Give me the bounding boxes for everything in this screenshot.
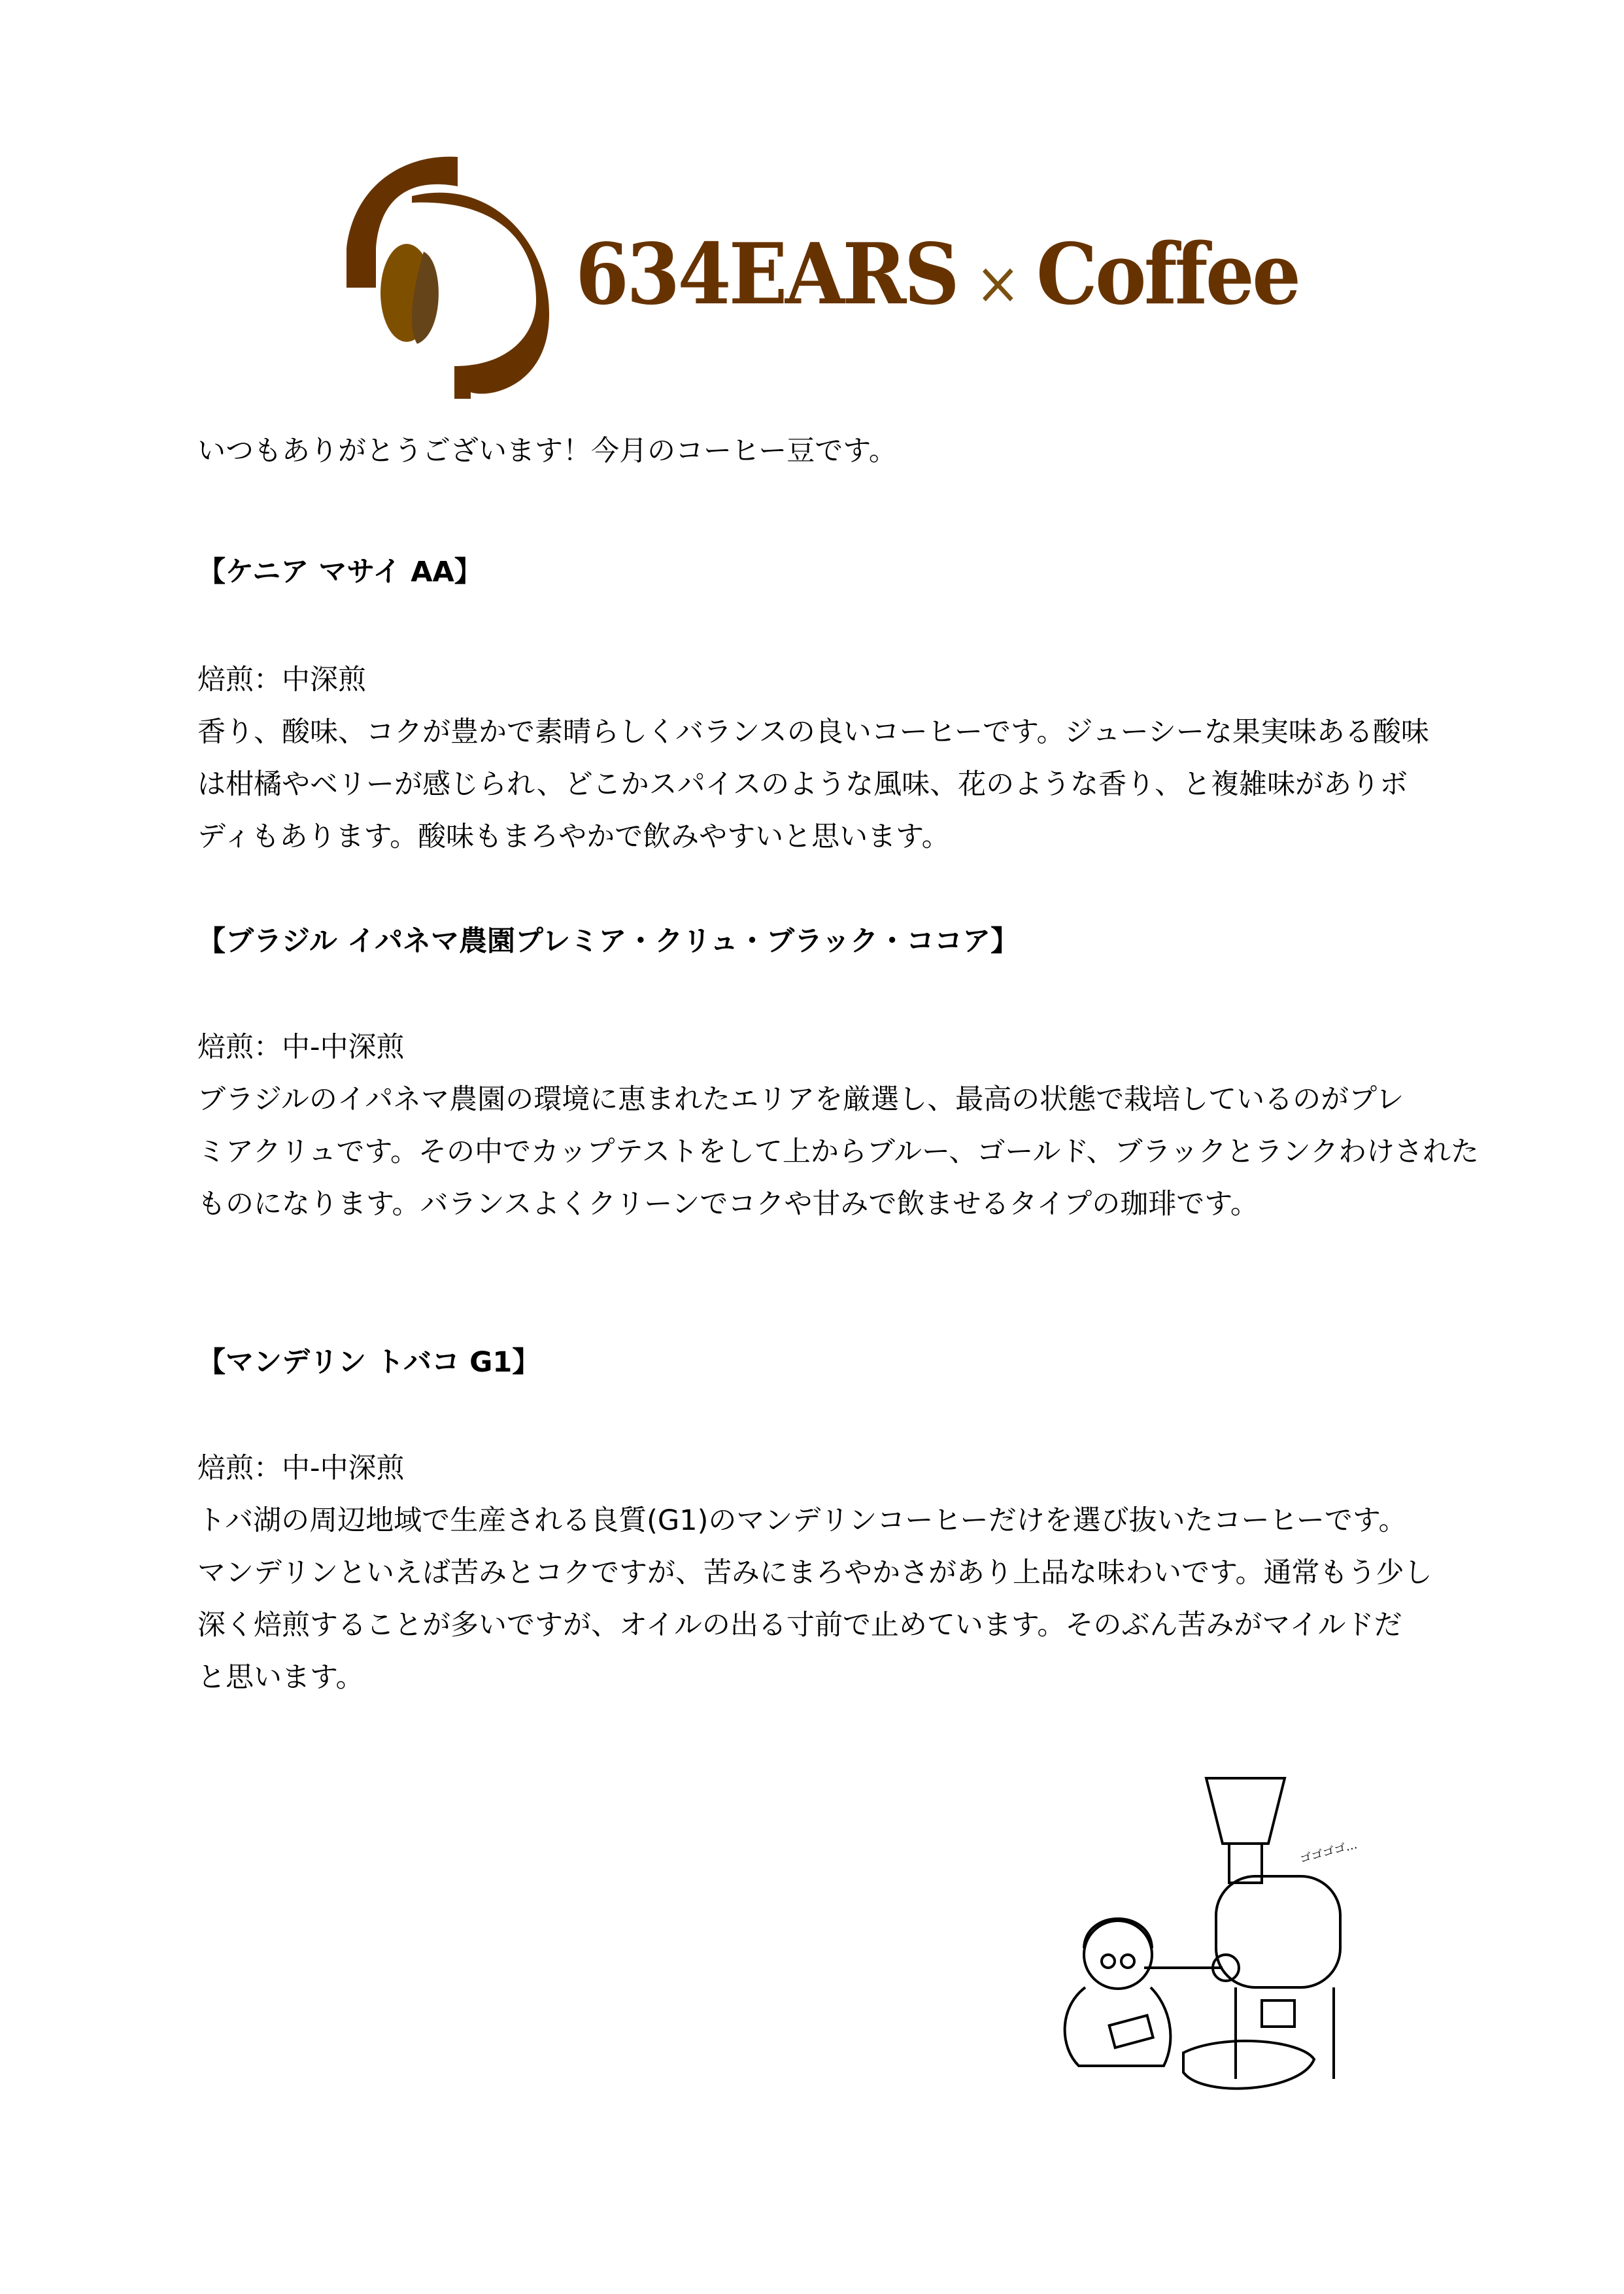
description-line: 香り、酸味、コクが豊かで素晴らしくバランスの良いコーヒーです。ジューシーな果実味ある酸味 xyxy=(197,716,1429,749)
description-line: と思います。 xyxy=(197,1661,364,1694)
notebook xyxy=(1109,2016,1153,2048)
cooling-tray xyxy=(1183,2041,1314,2089)
greeting: いつもありがとうございます！今月のコーヒー豆です。 xyxy=(197,435,897,467)
section-heading: 【ケニア マサイ AA】 xyxy=(197,556,482,588)
description-line: ブラジルのイパネマ農園の環境に恵まれたエリアを厳選し、最高の状態で栽培しているのがプレ xyxy=(197,1083,1404,1116)
roast-level: 焙煎：中-中深煎 xyxy=(197,1031,405,1064)
roaster-vent xyxy=(1262,2000,1294,2027)
person-head xyxy=(1084,1921,1152,1989)
roast-level: 焙煎：中深煎 xyxy=(197,664,366,696)
hopper xyxy=(1206,1778,1285,1844)
brand-separator: × xyxy=(975,249,1019,318)
roast-level: 焙煎：中-中深煎 xyxy=(197,1452,405,1485)
brand-name: 634EARS xyxy=(575,226,958,324)
description-line: ディもあります。酸味もまろやかで飲みやすいと思います。 xyxy=(197,820,950,853)
description-line: ミアクリュです。その中でカップテストをして上からブルー、ゴールド、ブラックとランクわけされた xyxy=(197,1136,1479,1168)
section-heading: 【ブラジル イパネマ農園プレミア・クリュ・ブラック・ココア】 xyxy=(197,925,1019,958)
brand-product: Coffee xyxy=(1036,226,1299,324)
glasses-right xyxy=(1121,1955,1134,1968)
brand-wordmark xyxy=(575,226,1298,324)
glasses-left xyxy=(1102,1955,1115,1968)
sound-effect: ゴゴゴゴ… xyxy=(1298,1838,1359,1866)
person-hat xyxy=(1084,1919,1152,1948)
description-line: は柑橘やベリーが感じられ、どこかスパイスのような風味、花のような香り、と複雑味がありボ xyxy=(197,768,1408,801)
person-body xyxy=(1065,1987,1171,2066)
roaster-drum xyxy=(1216,1876,1340,1987)
section-heading: 【マンデリン トバコ G1】 xyxy=(197,1346,541,1379)
logo-ring-left xyxy=(347,248,376,288)
roaster-illustration xyxy=(1053,1765,1471,2105)
description-line: トバ湖の周辺地域で生産される良質(G1)のマンデリンコーヒーだけを選び抜いたコーヒーです。 xyxy=(197,1504,1407,1537)
description-line: マンデリンといえば苦みとコクですが、苦みにまろやかさがあり上品な味わいです。通常もう少し xyxy=(197,1557,1432,1589)
description-line: 深く焙煎することが多いですが、オイルの出る寸前で止めています。そのぶん苦みがマイルドだ xyxy=(197,1609,1402,1642)
description-line: ものになります。バランスよくクリーンでコクや甘みで飲ませるタイプの珈琲です。 xyxy=(197,1188,1259,1221)
